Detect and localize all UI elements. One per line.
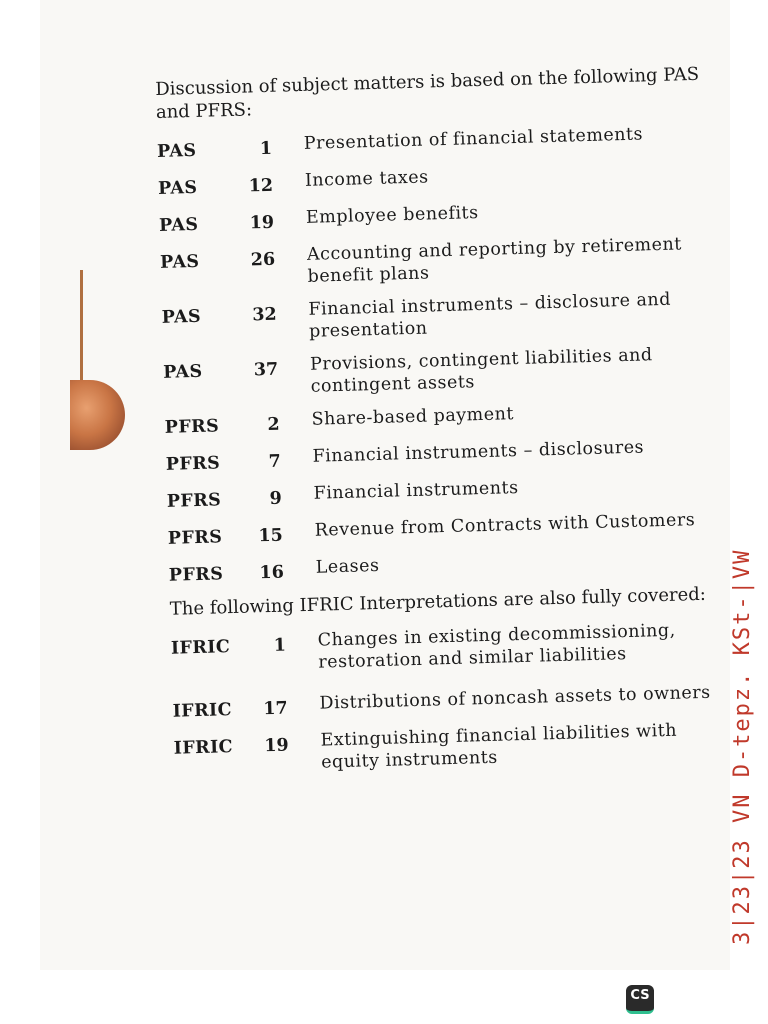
interpretation-code: IFRIC: [173, 737, 234, 759]
interpretation-description: Extinguishing financial liabilities with equity instruments: [320, 720, 678, 773]
standard-row: [168, 546, 714, 587]
standard-number: 16: [259, 562, 285, 584]
standard-description: Leases: [315, 555, 380, 578]
standard-number: 2: [267, 414, 281, 435]
standard-number: 1: [259, 138, 273, 160]
interpretation-number: 17: [263, 698, 288, 720]
standard-row: [161, 288, 707, 347]
page-content: [155, 63, 720, 789]
standard-code: PFRS: [168, 564, 224, 586]
standard-row: [165, 435, 711, 476]
standard-code: PAS: [157, 177, 198, 199]
interpretation-number: 19: [264, 735, 289, 757]
interpretation-description: Changes in existing decommissioning, restoration and similar liabilities: [317, 620, 676, 673]
standard-number: 37: [253, 359, 279, 381]
document-page: [40, 0, 755, 970]
standard-number: 19: [249, 212, 275, 234]
standard-row: [167, 509, 713, 550]
standard-code: PAS: [159, 251, 200, 273]
standard-row: [164, 398, 710, 439]
standard-row: [157, 122, 703, 163]
standard-description: Employee benefits: [305, 203, 479, 228]
interpretation-number: 1: [273, 635, 287, 656]
standard-code: PFRS: [165, 453, 221, 475]
interpretation-row: [171, 619, 717, 678]
thumb-finger: [70, 380, 125, 450]
standard-description: Accounting and reporting by retirement benefit plans: [306, 234, 683, 287]
standard-number: 7: [268, 451, 282, 472]
standard-code: PFRS: [164, 416, 220, 438]
standard-number: 9: [269, 488, 283, 509]
interpretations-list: [171, 619, 720, 778]
camscanner-badge: CS: [626, 985, 654, 1014]
standard-description: Income taxes: [304, 167, 429, 191]
standard-code: PAS: [162, 361, 203, 383]
standard-row: [159, 196, 705, 237]
interpretation-code: IFRIC: [170, 637, 231, 659]
standard-number: 26: [250, 249, 276, 271]
standard-number: 32: [252, 304, 277, 326]
page-edge-shadow: [80, 270, 83, 380]
standard-row: [163, 343, 709, 402]
standard-code: PAS: [161, 306, 202, 328]
interpretation-row: [173, 719, 719, 778]
interpretation-code: IFRIC: [172, 700, 233, 722]
standard-row: [166, 472, 712, 513]
standard-code: PAS: [156, 140, 197, 162]
handwritten-note: 3|23|23 VN D-tepz. KSt-|VW: [730, 548, 755, 945]
standard-number: 12: [248, 175, 274, 197]
standard-description: Provisions, contingent liabilities and contingent assets: [309, 345, 653, 397]
standard-description: Financial instruments: [313, 478, 519, 504]
standard-description: Revenue from Contracts with Customers: [314, 510, 696, 541]
standard-row: [158, 159, 704, 200]
standard-description: Presentation of financial statements: [303, 124, 644, 154]
standard-row: [160, 233, 706, 292]
standard-code: PFRS: [166, 490, 222, 512]
standard-number: 15: [258, 525, 284, 547]
standards-list: [157, 122, 714, 587]
standard-description: Share-based payment: [311, 404, 515, 430]
standard-code: PFRS: [167, 527, 223, 549]
standard-description: Financial instruments – disclosure and presentation: [308, 289, 672, 342]
ifric-intro-paragraph: The following IFRIC Interpretations are also fully covered:: [169, 583, 707, 620]
standard-description: Financial instruments – disclosures: [312, 437, 645, 467]
interpretation-description: Distributions of noncash assets to owners: [319, 682, 711, 714]
standard-code: PAS: [158, 214, 199, 236]
intro-paragraph: Discussion of subject matters is based on the following PAS and PFRS:: [155, 63, 700, 123]
